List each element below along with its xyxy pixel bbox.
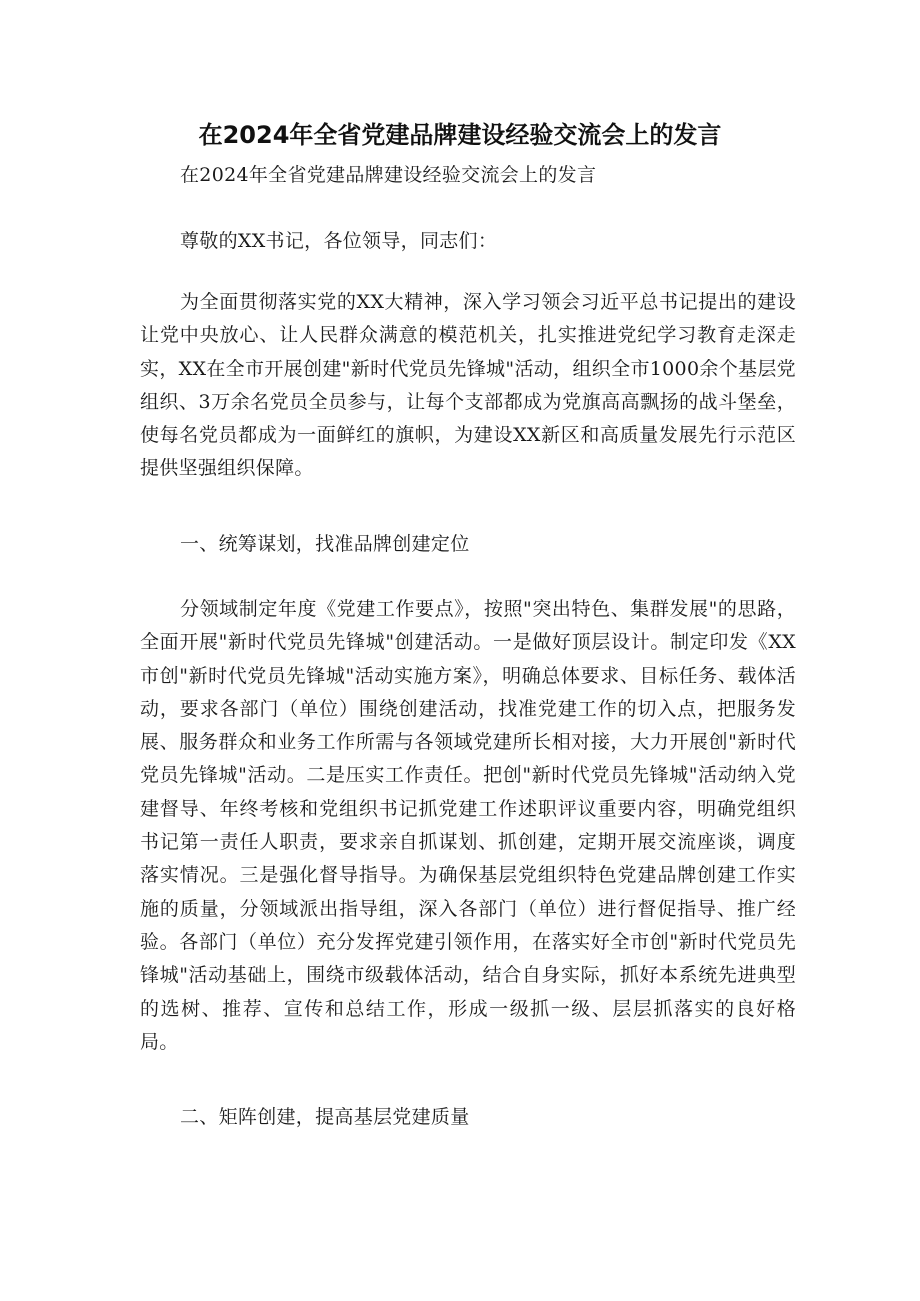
section-heading-2: 二、矩阵创建，提高基层党建质量	[180, 1106, 470, 1128]
salutation: 尊敬的XX书记，各位领导，同志们：	[180, 230, 498, 252]
document-subtitle: 在2024年全省党建品牌建设经验交流会上的发言	[180, 164, 597, 186]
section-heading-1: 一、统筹谋划，找准品牌创建定位	[180, 533, 470, 555]
paragraph-intro: 为全面贯彻落实党的XX大精神，深入学习领会习近平总书记提出的建设让党中央放心、让人民群众满意的模范机关，扎实推进党纪学习教育走深走实，XX在全市开展创建"新时代党员先锋城"活动，组织全市1000余个基层党组织、3万余名党员全员参与，让每个支部都成为党旗高高飘扬的战斗堡垒，使每名党员都成为一面鲜红的旗帜，为建设XX新区和高质量发展先行示范区提供坚强组织保障。	[140, 291, 796, 480]
document-title: 在2024年全省党建品牌建设经验交流会上的发言	[198, 121, 722, 149]
paragraph-section-1: 分领域制定年度《党建工作要点》，按照"突出特色、集群发展"的思路，全面开展"新时代党员先锋城"创建活动。一是做好顶层设计。制定印发《XX市创"新时代党员先锋城"活动实施方案》，明确总体要求、目标任务、载体活动，要求各部门（单位）围绕创建活动，找准党建工作的切入点，把服务发展、服务群众和业务工作所需与各领域党建所长相对接，大力开展创"新时代党员先锋城"活动。二是压实工作责任。把创"新时代党员先锋城"活动纳入党建督导、年终考核和党组织书记抓党建工作述职评议重要内容，明确党组织书记第一责任人职责，要求亲自抓谋划、抓创建，定期开展交流座谈，调度落实情况。三是强化督导指导。为确保基层党组织特色党建品牌创建工作实施的质量，分领域派出指导组，深入各部门（单位）进行督促指导、推广经验。各部门（单位）充分发挥党建引领作用，在落实好全市创"新时代党员先锋城"活动基础上，围绕市级载体活动，结合自身实际，抓好本系统先进典型的选树、推荐、宣传和总结工作，形成一级抓一级、层层抓落实的良好格局。	[140, 598, 796, 1053]
